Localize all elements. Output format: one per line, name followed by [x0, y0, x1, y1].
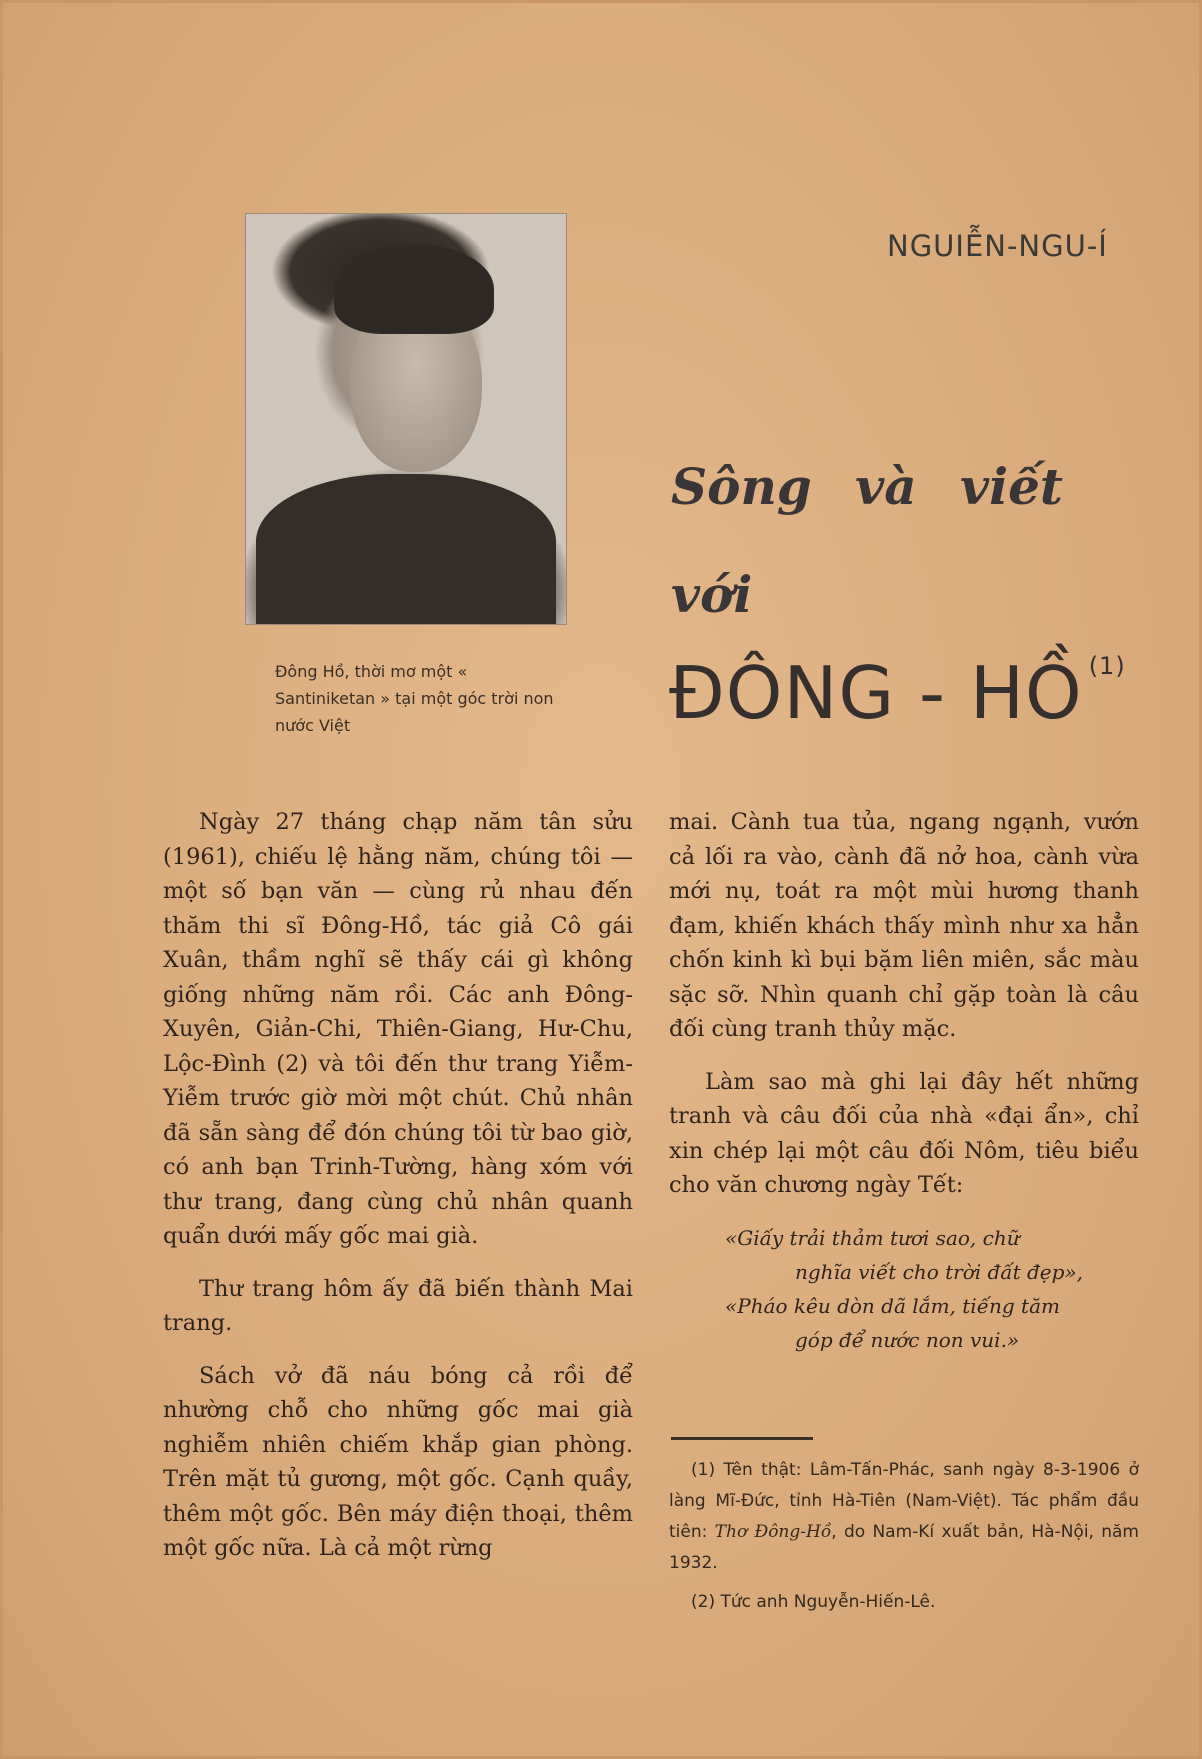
author-name: NGUIỄN-NGU-Í	[887, 229, 1108, 263]
author-portrait	[245, 213, 567, 625]
footnote-1-work: Thơ Đông-Hồ	[714, 1522, 832, 1542]
paragraph: Ngày 27 tháng chạp năm tân sửu (1961), chiếu lệ hằng năm, chúng tôi — một số bạn văn — cùng rủ nhau đến thăm thi sĩ Đông-Hồ, tác giả Cô gái Xuân, thầm nghĩ sẽ thấy cái gì không giống những năm rồi. Các anh Đông-Xuyên, Giản-Chi, Thiên-Giang, Hư-Chu, Lộc-Đình (2) và tôi đến thư trang Yiễm-Yiễm trước giờ mời một chút. Chủ nhân đã sẵn sàng để đón chúng tôi từ bao giờ, có anh bạn Trinh-Tường, hàng xóm với thư trang, đang cùng chủ nhân quanh quẩn dưới mấy gốc mai già.	[163, 809, 633, 1249]
quote-line: «Giấy trải thảm tươi sao, chữ	[725, 1225, 1020, 1250]
footnote-divider	[671, 1437, 813, 1440]
footnote-1-suffix: , do Nam-Kí xuất bản, Hà-Nội, năm 1932.	[669, 1522, 1139, 1573]
title-line-1: Sông và viết	[671, 457, 1063, 516]
footnote-1	[669, 1455, 1139, 1579]
quote-line: «Pháo kêu dòn dã lắm, tiếng tăm	[725, 1293, 1060, 1318]
portrait-body	[256, 474, 556, 624]
quote-line: góp để nước non vui.»	[795, 1327, 1020, 1352]
paragraph: Sách vở đã náu bóng cả rồi để nhường chỗ cho những gốc mai già nghiễm nhiên chiếm khắp gian phòng. Trên mặt tủ gương, một gốc. Cạnh quầy, thêm một gốc. Bên máy điện thoại, thêm một gốc nữa. Là cả một rừng	[163, 1362, 633, 1561]
couplet-quote	[725, 1221, 1139, 1357]
portrait-hair	[334, 244, 494, 334]
left-column	[163, 805, 633, 1584]
footnote-2: (2) Tức anh Nguyễn-Hiến-Lê.	[691, 1592, 936, 1612]
paragraph: mai. Cành tua tủa, ngang ngạnh, vướn cả lối ra vào, cành đã nở hoa, cành vừa mới nụ, toát ra một mùi hương thanh đạm, khiến khách thấy mình như xa hẳn chốn kinh kì bụi bặm liên miên, sắc màu sặc sỡ. Nhìn quanh chỉ gặp toàn là câu đối cùng tranh thủy mặc.	[669, 809, 1139, 1042]
paragraph: Thư trang hôm ấy đã biến thành Mai trang.	[163, 1275, 633, 1336]
title-subject	[669, 651, 1126, 735]
title-line-3: ĐÔNG - HỒ	[669, 651, 1083, 735]
right-column	[669, 805, 1139, 1357]
title-line-2: với	[671, 565, 753, 624]
paragraph: Làm sao mà ghi lại đây hết những tranh và câu đối của nhà «đại ẩn», chỉ xin chép lại một câu đối Nôm, tiêu biểu cho văn chương ngày Tết:	[669, 1068, 1139, 1198]
photo-caption: Đông Hồ, thời mơ một « Santiniketan » tại một góc trời non nước Việt	[275, 662, 554, 735]
footnote-1-text: (1) Tên thật: Lâm-Tấn-Phác, sanh ngày 8-3-1906 ở làng Mĩ-Đức, tỉnh Hà-Tiên (Nam-Việt). Tác phẩm đầu tiên:	[669, 1460, 1139, 1542]
article-title	[671, 433, 1063, 649]
quote-line: nghĩa viết cho trời đất đẹp»,	[795, 1259, 1083, 1284]
title-footnote-mark: (1)	[1088, 652, 1126, 680]
footnotes	[669, 1455, 1139, 1626]
